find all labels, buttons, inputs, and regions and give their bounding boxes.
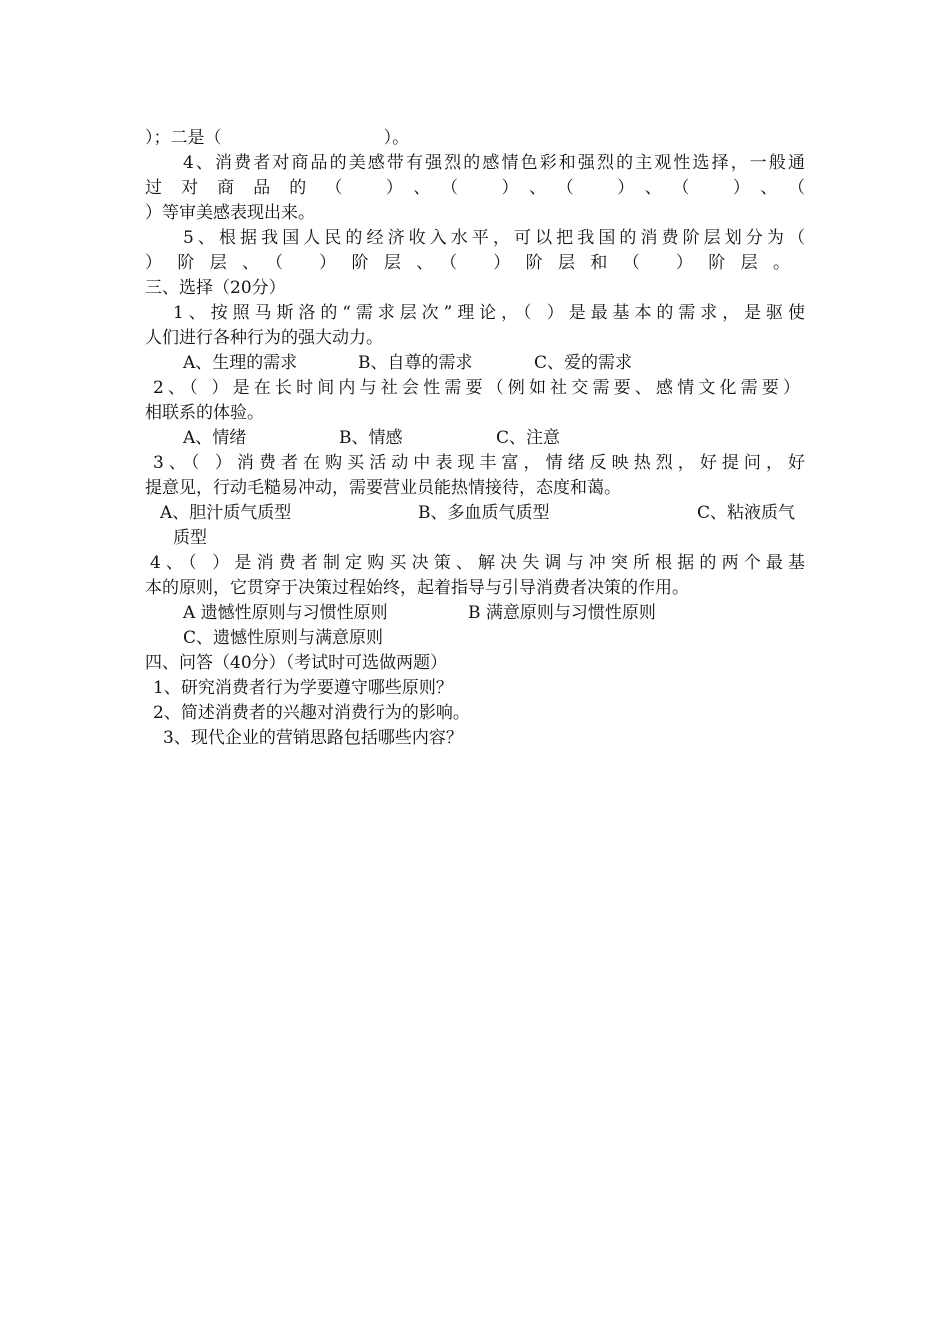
- blank-line-continuation: ）；二是（ ）。: [145, 128, 410, 148]
- choice-2-option-c: C、注意: [496, 428, 561, 448]
- choice-question-3-line-2: 提意见，行动毛糙易冲动，需要营业员能热情接待，态度和蔼。: [145, 478, 621, 498]
- choice-question-2-line-2: 相联系的体验。: [145, 403, 264, 423]
- qa-question-1: 1、研究消费者行为学要遵守哪些原则？: [153, 678, 453, 698]
- choice-3-option-c-continuation: 质型: [173, 528, 207, 548]
- choice-1-option-b: B、自尊的需求: [358, 353, 473, 373]
- choice-question-1-line-2: 人们进行各种行为的强大动力。: [145, 328, 383, 348]
- qa-question-2: 2、简述消费者的兴趣对消费行为的影响。: [153, 703, 470, 723]
- choice-4-option-b: B 满意原则与习惯性原则: [468, 603, 656, 623]
- fill-question-5-line-2: ）阶层、（ ）阶层、（ ）阶层和（ ）阶层。: [145, 253, 790, 273]
- choice-question-4-line-1: 4、（ ）是消费者制定购买决策、解决失调与冲突所根据的两个最基: [150, 553, 805, 573]
- choice-3-option-a: A、胆汁质气质型: [160, 503, 292, 523]
- fill-question-5-line-1: 5、根据我国人民的经济收入水平，可以把我国的消费阶层划分为（: [183, 228, 805, 248]
- fill-question-4-line-2: 过对商品的（ ）、（ ）、（ ）、（ ）、（: [145, 178, 805, 198]
- choice-4-option-c: C、遗憾性原则与满意原则: [183, 628, 384, 648]
- choice-1-option-a: A、生理的需求: [183, 353, 298, 373]
- choice-3-option-c: C、粘液质气: [697, 503, 796, 523]
- section-heading-qa: 四、问答（40分）（考试时可选做两题）: [145, 653, 448, 673]
- choice-question-3-line-1: 3、（ ）消费者在购买活动中表现丰富，情绪反映热烈，好提问，好: [153, 453, 805, 473]
- choice-2-option-b: B、情感: [339, 428, 403, 448]
- choice-4-option-a: A 遗憾性原则与习惯性原则: [183, 603, 388, 623]
- fill-question-4-line-1: 4、消费者对商品的美感带有强烈的感情色彩和强烈的主观性选择，一般通: [183, 153, 805, 173]
- choice-question-4-line-2: 本的原则，它贯穿于决策过程始终，起着指导与引导消费者决策的作用。: [145, 578, 689, 598]
- qa-question-3: 3、现代企业的营销思路包括哪些内容？: [163, 728, 463, 748]
- choice-question-2-line-1: 2、（ ）是在长时间内与社会性需要（例如社交需要、感情文化需要）: [153, 378, 800, 398]
- choice-3-option-b: B、多血质气质型: [418, 503, 550, 523]
- choice-question-1-line-1: 1、按照马斯洛的“需求层次”理论，（ ）是最基本的需求，是驱使: [173, 303, 805, 323]
- choice-2-option-a: A、情绪: [183, 428, 247, 448]
- section-heading-choice: 三、选择（20分）: [145, 278, 286, 298]
- fill-question-4-line-3: ）等审美感表现出来。: [145, 203, 315, 223]
- choice-1-option-c: C、爱的需求: [534, 353, 633, 373]
